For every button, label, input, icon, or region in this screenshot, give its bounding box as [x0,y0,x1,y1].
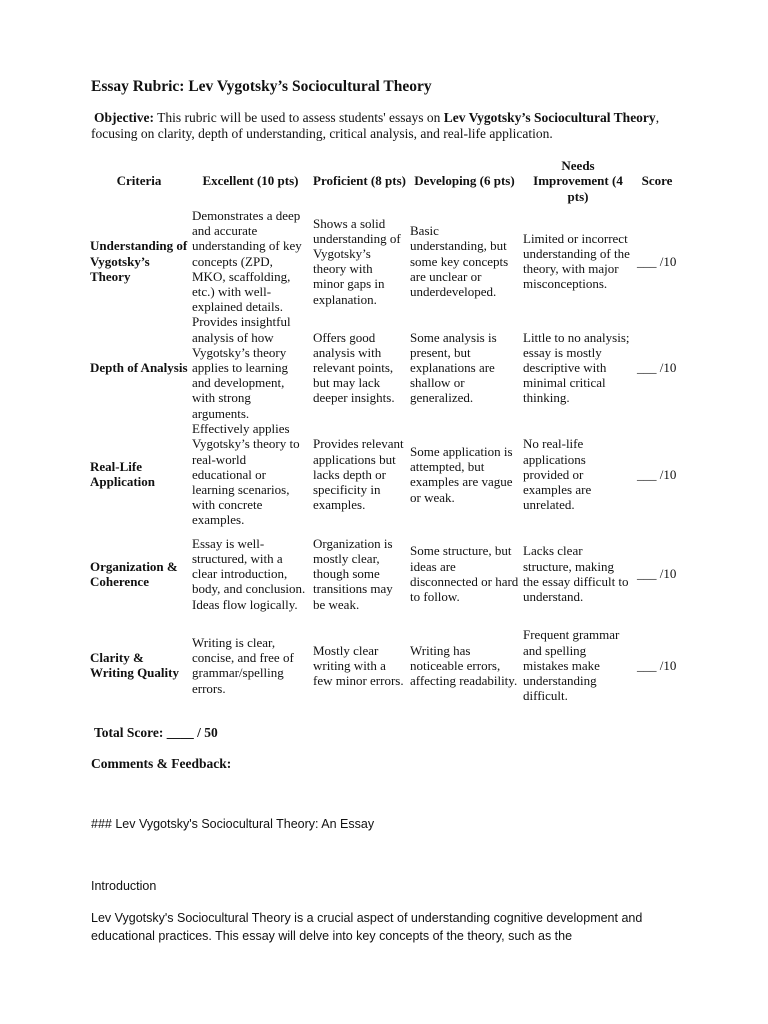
intro-paragraph: Lev Vygotsky's Sociocultural Theory is a crucial aspect of understanding cognitive development and educational practices. This essay will delve into key concepts of the theory, such as the [91,911,643,943]
table-row [88,314,679,420]
objective-topic: Lev Vygotsky’s Sociocultural Theory [443,110,656,125]
criteria-cell: Depth of Analysis [90,360,188,376]
proficient-cell: Shows a solid understanding of Vygotsky’s theory with minor gaps in explanation. [313,215,401,307]
intro-label: Introduction [91,879,157,893]
document-title: Essay Rubric: Lev Vygotsky’s Sociocultural Theory [91,78,432,95]
total-score: Total Score: ____ / 50 [94,725,218,740]
header-developing: Developing (6 pts) [414,173,515,189]
header-excellent: Excellent (10 pts) [202,173,299,189]
excellent-cell: Provides insightful analysis of how Vygotsky’s theory applies to learning and development, with strong arguments. [192,314,291,421]
needs-improvement-cell: Frequent grammar and spelling mistakes make understanding difficult. [523,627,620,704]
header-needs-improvement: Needs Improvement (4 pts) [533,158,623,204]
criteria-cell: Understanding of Vygotsky’s Theory [90,238,188,284]
developing-cell: Writing has noticeable errors, affecting readability. [410,642,518,688]
score-cell: ___ /10 [637,253,677,269]
rubric-table [88,154,679,711]
objective-paragraph [91,110,691,142]
proficient-cell: Provides relevant applications but lacks depth or specificity in examples. [313,436,404,513]
excellent-cell: Essay is well-structured, with a clear introduction, body, and conclusion. Ideas flow logically. [192,535,306,612]
score-cell: ___ /10 [637,466,677,482]
needs-improvement-cell: Little to no analysis; essay is mostly descriptive with minimal critical thinking. [523,329,630,406]
essay-heading: ### Lev Vygotsky's Sociocultural Theory: An Essay [91,817,375,831]
objective-text-after: , focusing on clarity, depth of understanding, critical analysis, and real-life application. [91,110,660,141]
header-proficient: Proficient (8 pts) [313,173,406,189]
criteria-cell: Real-Life Application [90,459,156,490]
needs-improvement-cell: Limited or incorrect understanding of the theory, with major misconceptions. [523,230,630,292]
comments-label: Comments & Feedback: [91,756,232,771]
developing-cell: Some analysis is present, but explanations are shallow or generalized. [410,329,497,406]
table-row [88,528,679,620]
score-cell: ___ /10 [637,360,677,376]
objective-text-before: This rubric will be used to assess students' essays on [153,110,444,125]
criteria-cell: Organization & Coherence [90,558,178,589]
developing-cell: Basic understanding, but some key concepts are unclear or underdeveloped. [410,223,509,300]
score-cell: ___ /10 [637,566,677,582]
score-cell: ___ /10 [637,657,677,673]
table-row [88,208,679,314]
excellent-cell: Writing is clear, concise, and free of grammar/spelling errors. [192,634,294,696]
header-score: Score [641,173,673,189]
proficient-cell: Offers good analysis with relevant points, but may lack deeper insights. [313,329,395,406]
excellent-cell: Demonstrates a deep and accurate understanding of key concepts (ZPD, MKO, scaffolding, etc.) with well-explained details. [192,208,302,315]
proficient-cell: Organization is mostly clear, though some transitions may be weak. [313,535,393,612]
header-criteria: Criteria [116,173,162,189]
needs-improvement-cell: No real-life applications provided or examples are unrelated. [523,436,592,513]
developing-cell: Some structure, but ideas are disconnected or hard to follow. [410,543,519,605]
table-row [88,421,679,528]
excellent-cell: Effectively applies Vygotsky’s theory to real-world educational or learning scenarios, with concrete examples. [192,421,300,528]
table-header-row [88,154,679,208]
needs-improvement-cell: Lacks clear structure, making the essay difficult to understand. [523,543,629,605]
proficient-cell: Mostly clear writing with a few minor errors. [313,642,404,688]
developing-cell: Some application is attempted, but examples are vague or weak. [410,443,513,505]
criteria-cell: Clarity & Writing Quality [90,650,179,681]
table-row [88,620,679,711]
objective-label: Objective: [94,110,154,125]
